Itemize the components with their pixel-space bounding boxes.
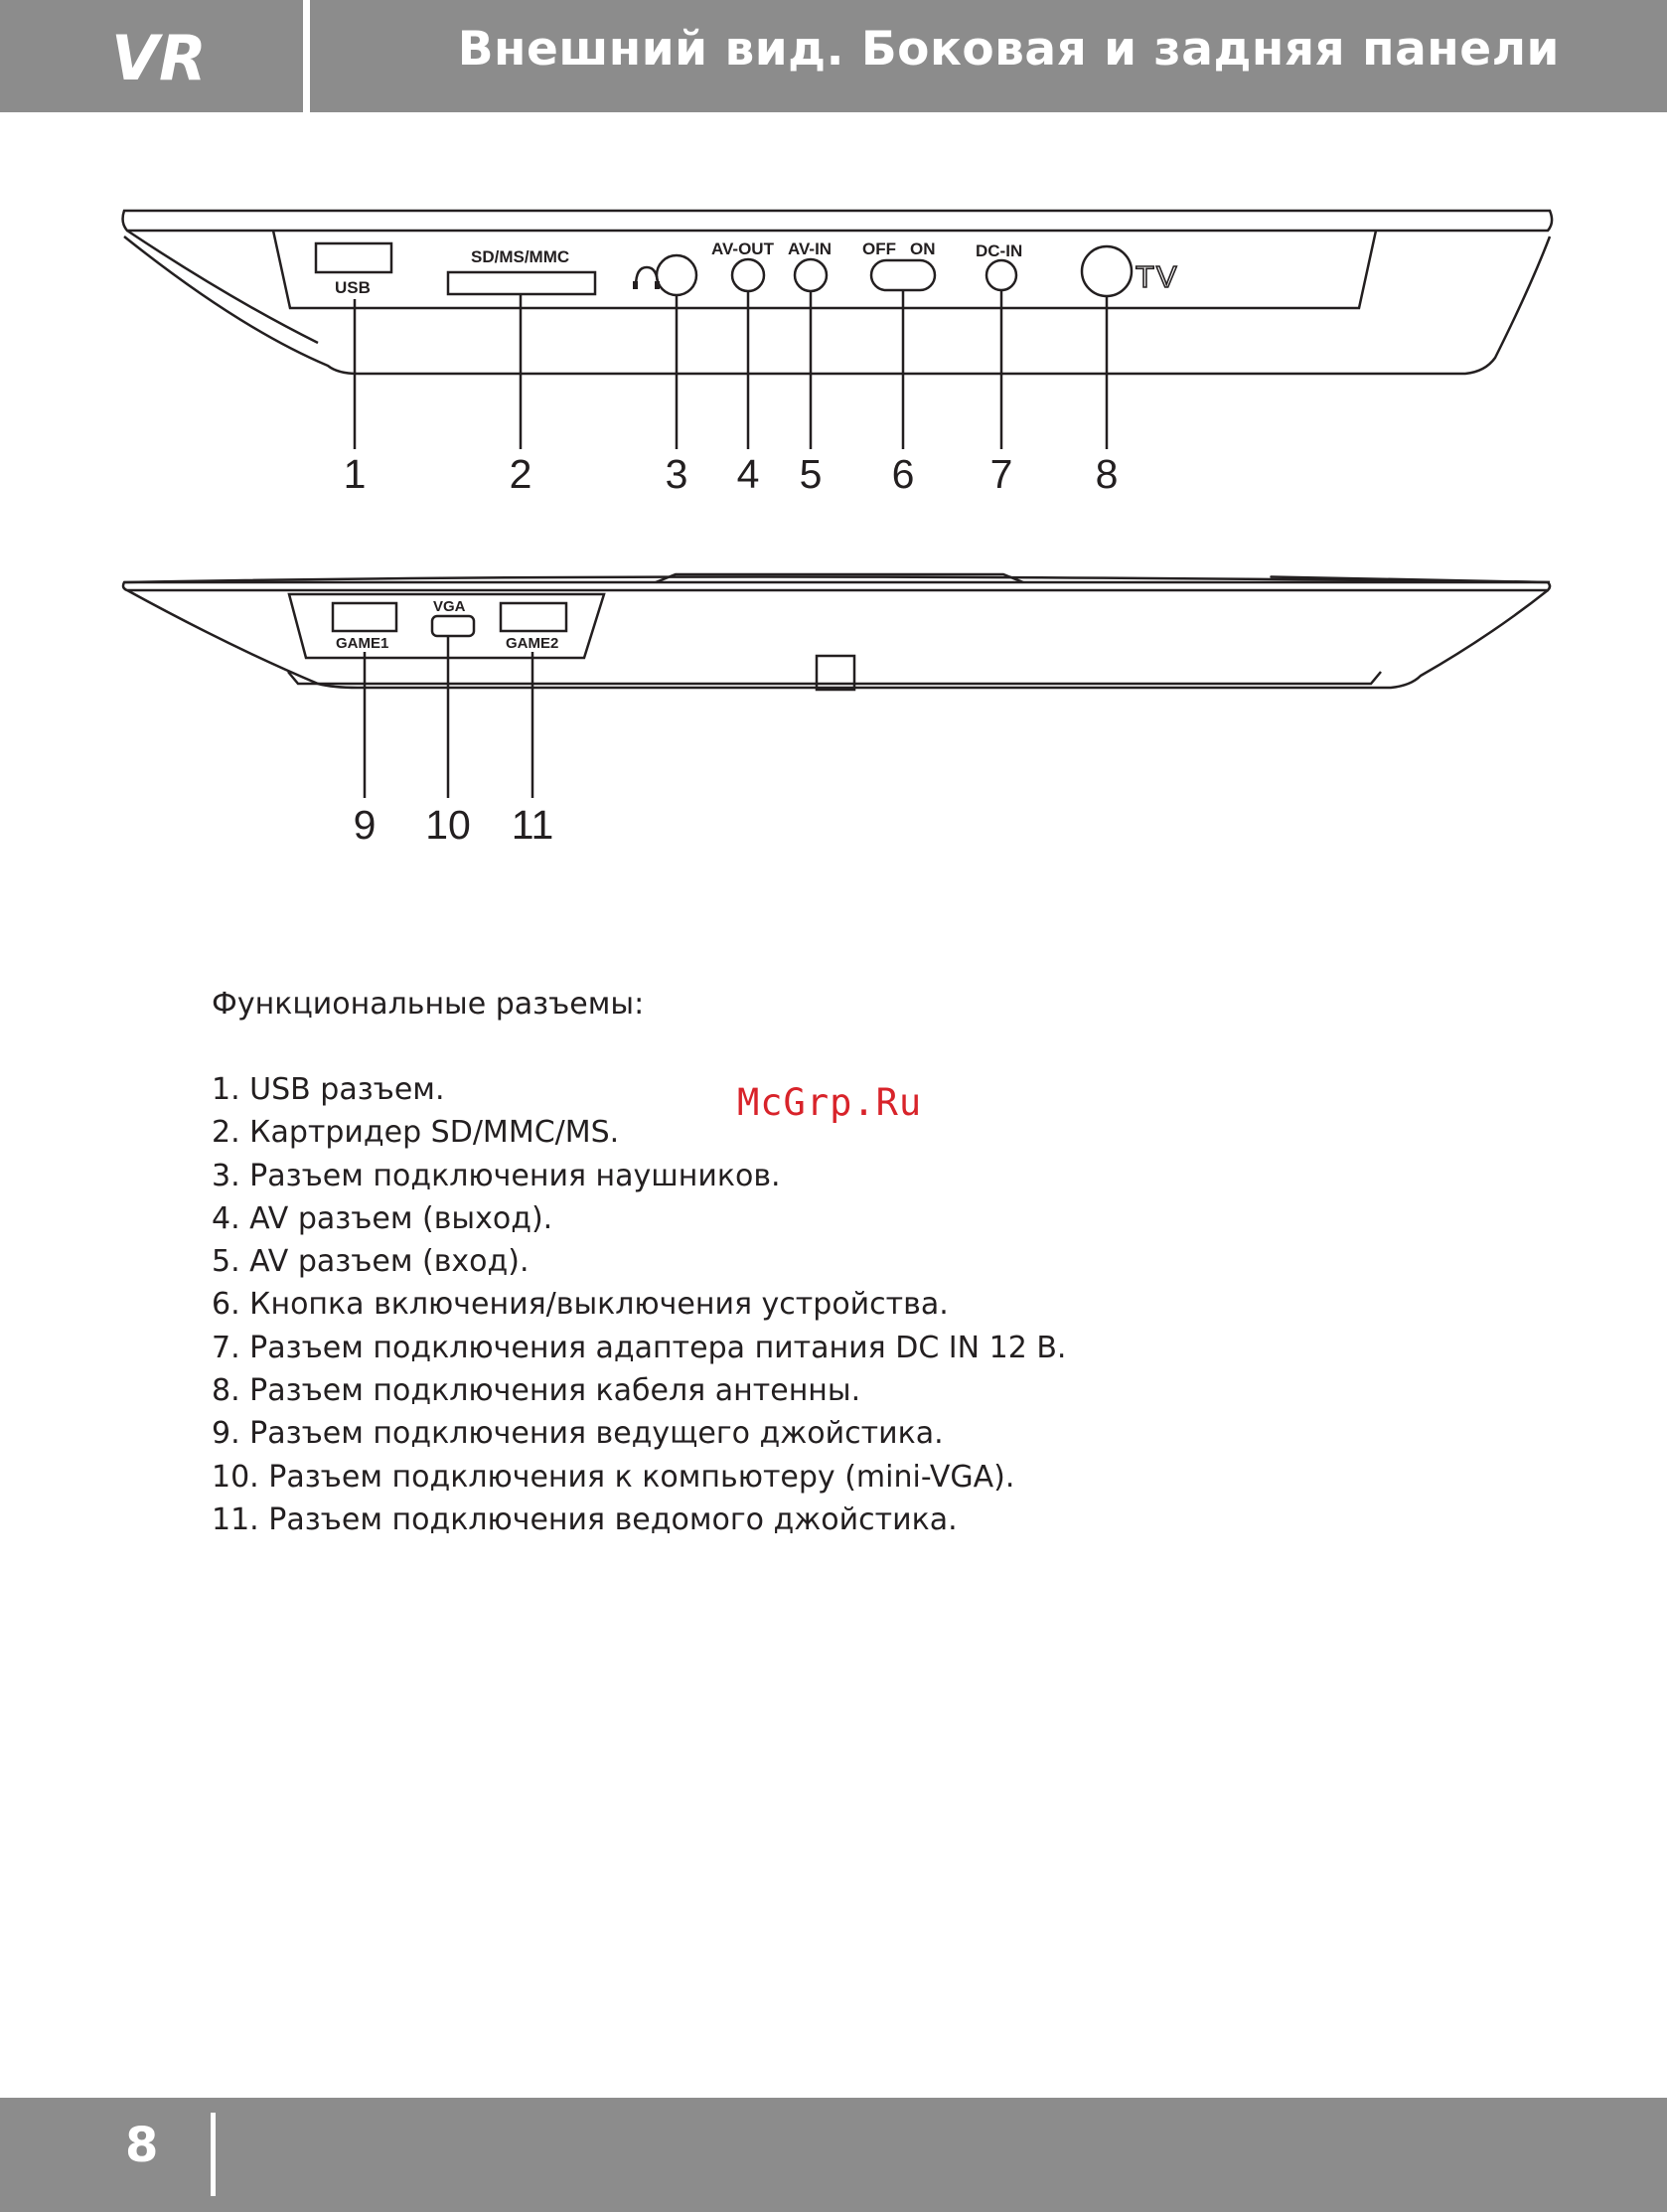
callout-7: 7 [989,451,1013,497]
power-switch [871,260,935,290]
list-item: 11. Разъем подключения ведомого джойстика. [212,1501,958,1537]
callout-2: 2 [509,451,532,497]
page-footer [0,2098,1667,2212]
logo-text: VR [111,28,207,87]
headphone-icon [636,267,658,286]
list-item: 3. Разъем подключения наушников. [212,1158,781,1193]
callout-6: 6 [891,451,915,497]
av-out-label: AV-OUT [711,239,774,258]
callout-11: 11 [511,802,554,848]
av-out-jack [732,259,764,291]
callout-8: 8 [1095,451,1119,497]
footer-divider [211,2113,216,2196]
game2-label: GAME2 [506,635,559,652]
watermark: McGrp.Ru [737,1081,923,1124]
game1-port [333,603,396,631]
dc-in-jack [986,260,1016,290]
connectors-heading: Функциональные разъемы: [212,987,645,1022]
game1-label: GAME1 [336,635,389,652]
av-in-jack [795,259,827,291]
on-label: ON [910,239,936,258]
av-in-label: AV-IN [788,239,833,258]
vga-label: VGA [433,598,466,615]
callout-5: 5 [799,451,823,497]
game2-port [501,603,566,631]
panels-diagram [0,0,1667,894]
callout-9: 9 [353,802,377,848]
callout-4: 4 [736,451,760,497]
usb-port [316,243,391,272]
list-item: 7. Разъем подключения адаптера питания DC IN 12 В. [212,1330,1067,1365]
list-item: 4. AV разъем (выход). [212,1200,553,1236]
list-item: 5. AV разъем (вход). [212,1244,530,1280]
side-panel-leaders [355,290,1107,449]
list-item: 1. USB разъем. [212,1072,445,1107]
card-slot-label: SD/MS/MMC [471,247,570,266]
list-item: 6. Кнопка включения/выключения устройства. [212,1287,949,1323]
callout-1: 1 [343,451,367,497]
tv-antenna-port [1082,246,1132,296]
callout-10: 10 [425,802,471,848]
usb-label: USB [335,278,371,297]
connectors-list [212,1068,1066,1541]
headphone-jack [657,255,696,295]
rear-panel-leaders [365,636,532,798]
card-slot [448,272,595,294]
off-label: OFF [862,239,896,258]
list-item: 2. Картридер SD/MMC/MS. [212,1115,620,1151]
rear-panel-callouts [354,802,554,848]
tv-label: TV [1136,259,1179,294]
list-item: 8. Разъем подключения кабеля антенны. [212,1373,861,1409]
dc-in-label: DC-IN [976,241,1023,260]
vga-port [432,616,474,636]
list-item: 10. Разъем подключения к компьютеру (mini-VGA). [212,1459,1015,1495]
side-panel-callouts [344,451,1119,497]
callout-3: 3 [665,451,688,497]
page-title: Внешний вид. Боковая и задняя панели [457,22,1560,77]
list-item: 9. Разъем подключения ведущего джойстика. [212,1416,944,1452]
page-number: 8 [125,2118,159,2173]
